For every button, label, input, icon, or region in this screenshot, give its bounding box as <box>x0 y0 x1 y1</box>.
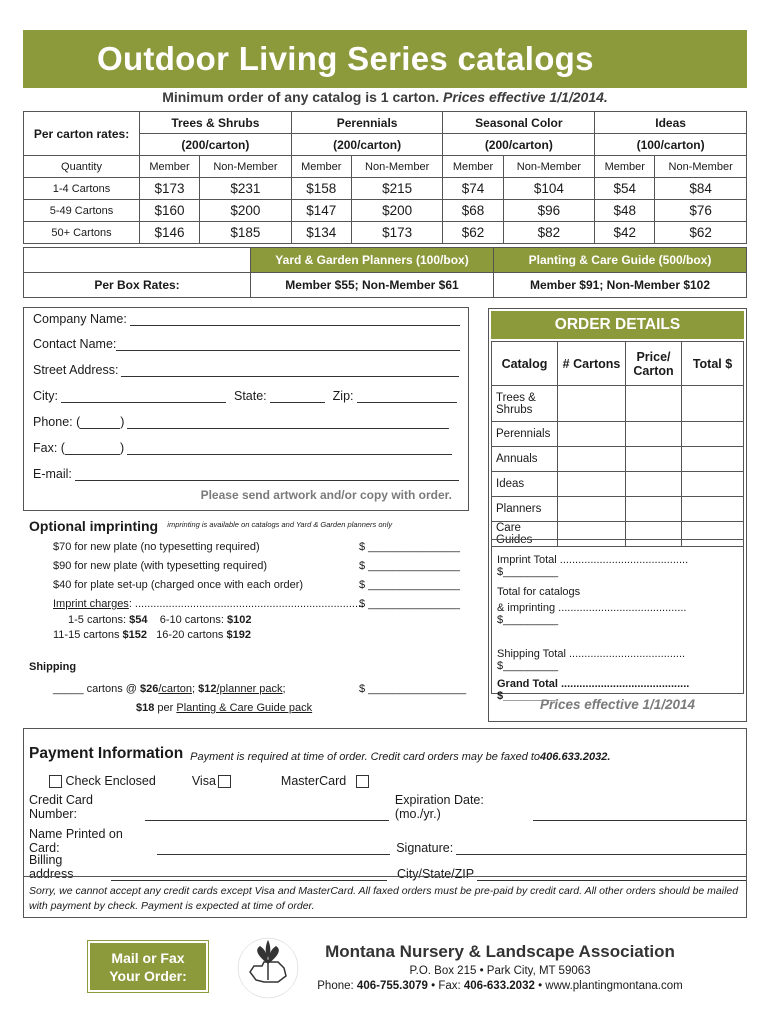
box-rates-blank <box>24 248 251 273</box>
catalog-unit: (200/carton) <box>140 134 292 156</box>
subtitle-prices: Prices effective 1/1/2014. <box>443 89 608 105</box>
imprint-total[interactable]: Imprint Total .......................................... $_________ <box>497 554 689 578</box>
box-rates-label: Per Box Rates: <box>24 273 251 298</box>
ship-value: $18 <box>136 702 155 714</box>
street-label: Street Address: <box>33 363 119 377</box>
carton-rates-table <box>23 111 747 244</box>
fax-label: Fax: ( <box>33 441 65 455</box>
contact-label: Contact Name: <box>33 337 117 351</box>
contact-form <box>23 307 469 511</box>
imprint-charges-row <box>53 598 364 610</box>
quantity-cell: 50+ Cartons <box>24 222 140 244</box>
company-row <box>33 312 460 326</box>
grand-total[interactable]: Grand Total .......................................... $_________ <box>497 678 690 702</box>
ship-text: _____ cartons @ <box>53 683 140 695</box>
phone-area-field[interactable] <box>80 417 120 429</box>
price-input[interactable] <box>626 472 682 497</box>
price-cell: $146 <box>140 222 200 244</box>
order-table <box>491 341 744 547</box>
price-cell: $158 <box>291 178 351 200</box>
box-rates-table <box>23 247 747 298</box>
cartons-input[interactable] <box>558 386 626 422</box>
member-header: Member <box>595 156 655 178</box>
price-cell: $134 <box>291 222 351 244</box>
email-row <box>33 467 459 481</box>
tier-value: $152 <box>122 629 147 641</box>
billing-label: Billing address <box>29 853 74 881</box>
contact-row <box>33 337 460 351</box>
cartons-input[interactable] <box>558 422 626 447</box>
phone-row <box>33 415 449 429</box>
price-cell: $231 <box>200 178 292 200</box>
phone-label: Phone: <box>317 980 357 992</box>
imprint-charges-label: Imprint charges <box>53 598 129 610</box>
price-cell: $147 <box>291 200 351 222</box>
catalog-header: Ideas <box>595 112 747 134</box>
tier-value: $102 <box>227 614 252 626</box>
order-row <box>492 447 744 472</box>
carton-rates-label: Per carton rates: <box>24 112 140 156</box>
company-label: Company Name: <box>33 312 127 326</box>
artwork-note: Please send artwork and/or copy with order. <box>200 488 452 502</box>
tier-label: 16-20 cartons <box>156 629 227 641</box>
imprint-amount-2[interactable]: $ _______________ <box>359 560 460 572</box>
catalog-unit: (200/carton) <box>443 134 595 156</box>
ship-value: $26 <box>140 683 159 695</box>
shipping-line-2 <box>136 702 312 714</box>
member-header: Member <box>291 156 351 178</box>
fax-row <box>33 441 452 455</box>
city-state-zip-field[interactable] <box>477 869 746 881</box>
order-details-title: ORDER DETAILS <box>491 311 744 339</box>
expiration-label: Expiration Date: (mo./yr.) <box>394 793 484 821</box>
order-totals <box>491 539 744 702</box>
member-header: Member <box>443 156 503 178</box>
check-label: Check Enclosed <box>65 774 156 788</box>
order-details <box>488 308 747 722</box>
col-price: Price/ Carton <box>626 342 682 386</box>
catalogs-total[interactable]: & imprinting .......................................... $_________ <box>497 602 687 626</box>
tier-value: $54 <box>129 614 148 626</box>
price-cell: $82 <box>503 222 595 244</box>
price-cell: $42 <box>595 222 655 244</box>
guide-price: Member $91; Non-Member $102 <box>494 273 747 298</box>
payment-divider <box>24 876 746 877</box>
mail-fax-line: Your Order: <box>109 968 187 984</box>
price-cell: $68 <box>443 200 503 222</box>
price-cell: $74 <box>443 178 503 200</box>
fax-area-field[interactable] <box>65 443 120 455</box>
title-banner <box>23 30 747 88</box>
city-row <box>33 389 457 403</box>
imprint-amount-3[interactable]: $ _______________ <box>359 579 460 591</box>
table-row <box>24 200 747 222</box>
order-row <box>492 497 744 522</box>
price-cell: $62 <box>655 222 747 244</box>
tier-label: 1-5 cartons: <box>68 614 130 626</box>
table-row <box>24 222 747 244</box>
association-logo <box>228 930 308 1010</box>
quantity-header: Quantity <box>24 156 140 178</box>
imprint-amount-1[interactable]: $ _______________ <box>359 541 460 553</box>
visa-label: Visa <box>191 774 216 788</box>
price-input[interactable] <box>626 447 682 472</box>
prices-effective: Prices effective 1/1/2014 <box>539 697 696 712</box>
association-address: P.O. Box 215 • Park City, MT 59063 <box>409 965 591 977</box>
price-cell: $200 <box>200 200 292 222</box>
email-label: E-mail: <box>33 467 72 481</box>
price-cell: $76 <box>655 200 747 222</box>
expiration-field[interactable] <box>533 809 746 821</box>
price-cell: $54 <box>595 178 655 200</box>
shipping-line-1 <box>53 683 286 695</box>
catalog-header: Perennials <box>291 112 443 134</box>
leaf-seal-icon <box>228 930 308 1010</box>
zip-field[interactable] <box>357 391 457 403</box>
price-cell: $200 <box>351 200 443 222</box>
zip-label: Zip: <box>332 389 354 403</box>
phone-label: Phone: ( <box>33 415 81 429</box>
name-row <box>29 827 746 855</box>
ship-text: per <box>154 702 177 714</box>
order-item: Ideas <box>492 472 558 497</box>
imprint-option-1: $70 for new plate (no typesetting required) <box>53 541 260 553</box>
check-enclosed-checkbox[interactable] <box>49 775 62 788</box>
payment-fax: 406.633.2032. <box>540 751 611 763</box>
total-input[interactable] <box>682 497 744 522</box>
tier-label: 11-15 cartons <box>53 629 123 641</box>
total-input[interactable] <box>682 472 744 497</box>
company-field[interactable] <box>130 314 460 326</box>
contact-field[interactable] <box>116 339 460 351</box>
imprint-section <box>23 516 473 716</box>
mastercard-label: MasterCard <box>280 774 347 788</box>
price-input[interactable] <box>626 422 682 447</box>
association-fax: 406-633.2032 <box>463 980 535 992</box>
tier-value: $192 <box>226 629 251 641</box>
price-cell: $185 <box>200 222 292 244</box>
imprint-amount-4[interactable]: $ _______________ <box>359 598 460 610</box>
cartons-input[interactable] <box>558 472 626 497</box>
non-member-header: Non-Member <box>351 156 443 178</box>
association-contact <box>300 980 700 992</box>
cartons-input[interactable] <box>558 497 626 522</box>
street-field[interactable] <box>121 365 459 377</box>
cc-label: Credit Card Number: <box>29 793 93 821</box>
guide-header: Planting & Care Guide (500/box) <box>494 248 747 273</box>
catalogs-total-label: Total for catalogs <box>497 586 581 598</box>
total-input[interactable] <box>682 386 744 422</box>
cc-row <box>29 793 746 821</box>
shipping-heading: Shipping <box>29 661 77 673</box>
shipping-total[interactable]: Shipping Total ...................................... $_________ <box>497 648 686 672</box>
non-member-header: Non-Member <box>655 156 747 178</box>
catalog-header: Trees & Shrubs <box>140 112 292 134</box>
non-member-header: Non-Member <box>200 156 292 178</box>
cartons-input[interactable] <box>558 447 626 472</box>
catalog-unit: (200/carton) <box>291 134 443 156</box>
price-cell: $160 <box>140 200 200 222</box>
ship-text: ; <box>282 683 286 695</box>
imprint-charges-dots: : ........................................................................... <box>128 598 365 610</box>
billing-field[interactable] <box>111 869 387 881</box>
price-cell: $173 <box>140 178 200 200</box>
table-row <box>24 178 747 200</box>
price-cell: $104 <box>503 178 595 200</box>
price-cell: $62 <box>443 222 503 244</box>
order-item: Planners <box>492 497 558 522</box>
order-item: Trees & Shrubs <box>492 386 558 422</box>
imprint-heading-row <box>29 518 392 534</box>
email-field[interactable] <box>75 469 459 481</box>
catalog-unit: (100/carton) <box>595 134 747 156</box>
city-field[interactable] <box>61 391 226 403</box>
state-label: State: <box>234 389 267 403</box>
order-item: Care Guides <box>492 522 558 547</box>
payment-methods <box>49 774 369 788</box>
mail-fax-line: Mail or Fax <box>111 950 185 966</box>
order-item: Perennials <box>492 422 558 447</box>
price-input[interactable] <box>626 386 682 422</box>
tier-label: 6-10 cartons: <box>159 614 227 626</box>
planners-price: Member $55; Non-Member $61 <box>251 273 494 298</box>
street-row <box>33 363 459 377</box>
quantity-cell: 1-4 Cartons <box>24 178 140 200</box>
planners-header: Yard & Garden Planners (100/box) <box>251 248 494 273</box>
imprint-option-2: $90 for new plate (with typesetting required) <box>53 560 268 572</box>
name-label: Name Printed on Card: <box>29 827 123 855</box>
signature-label: Signature: <box>396 841 454 855</box>
association-web[interactable]: • www.plantingmontana.com <box>534 980 683 992</box>
paren: ) <box>120 415 125 429</box>
fax-field[interactable] <box>127 443 452 455</box>
order-item: Annuals <box>492 447 558 472</box>
order-row <box>492 422 744 447</box>
phone-field[interactable] <box>127 417 449 429</box>
shipping-amount[interactable]: $ ________________ <box>359 683 467 695</box>
subtitle-main: Minimum order of any catalog is 1 carton. <box>162 89 440 105</box>
non-member-header: Non-Member <box>503 156 595 178</box>
col-cartons: # Cartons <box>558 342 626 386</box>
city-label: City: <box>33 389 58 403</box>
col-total: Total $ <box>682 342 744 386</box>
ship-text: /carton <box>158 683 192 695</box>
imprint-note: imprinting is available on catalogs and Yard & Garden planners only <box>167 520 393 529</box>
city-state-zip-label: City/State/ZIP <box>396 867 475 881</box>
ship-value: $12 <box>198 683 217 695</box>
price-cell: $84 <box>655 178 747 200</box>
member-header: Member <box>140 156 200 178</box>
payment-section <box>23 728 747 918</box>
imprint-option-3: $40 for plate set-up (charged once with each order) <box>53 579 304 591</box>
page-title: Outdoor Living Series catalogs <box>97 40 594 77</box>
payment-heading-row <box>29 745 610 763</box>
state-field[interactable] <box>270 391 325 403</box>
subtitle <box>23 89 747 105</box>
paren: ) <box>119 441 125 455</box>
association-name: Montana Nursery & Landscape Association <box>325 942 675 961</box>
order-row <box>492 472 744 497</box>
payment-disclaimer: Sorry, we cannot accept any credit cards except Visa and MasterCard. All faxed orders must be pre-paid by credit card. All other orders should be mailed with payment by check. Payment is expected at time of order. <box>29 885 739 912</box>
imprint-tier-row-1 <box>68 614 251 626</box>
payment-note: Payment is required at time of order. Credit card orders may be faxed to <box>190 751 541 763</box>
quantity-cell: 5-49 Cartons <box>24 200 140 222</box>
total-input[interactable] <box>682 422 744 447</box>
price-input[interactable] <box>626 497 682 522</box>
catalog-header: Seasonal Color <box>443 112 595 134</box>
ship-text: /planner pack <box>216 683 283 695</box>
ship-text: ; <box>192 683 199 695</box>
imprint-tier-row-2 <box>53 629 251 641</box>
association-phone: 406-755.3079 <box>356 980 428 992</box>
payment-heading: Payment Information <box>29 745 184 762</box>
ship-text: Planting & Care Guide pack <box>176 702 313 714</box>
mastercard-checkbox[interactable] <box>356 775 369 788</box>
col-catalog: Catalog <box>492 342 558 386</box>
price-cell: $48 <box>595 200 655 222</box>
imprint-heading: Optional imprinting <box>29 518 159 534</box>
fax-label: • Fax: <box>427 980 464 992</box>
price-cell: $215 <box>351 178 443 200</box>
total-input[interactable] <box>682 447 744 472</box>
order-row <box>492 386 744 422</box>
price-cell: $96 <box>503 200 595 222</box>
price-cell: $173 <box>351 222 443 244</box>
visa-checkbox[interactable] <box>218 775 231 788</box>
cc-field[interactable] <box>145 809 389 821</box>
mail-fax-badge <box>88 941 208 992</box>
association-info <box>300 942 700 992</box>
